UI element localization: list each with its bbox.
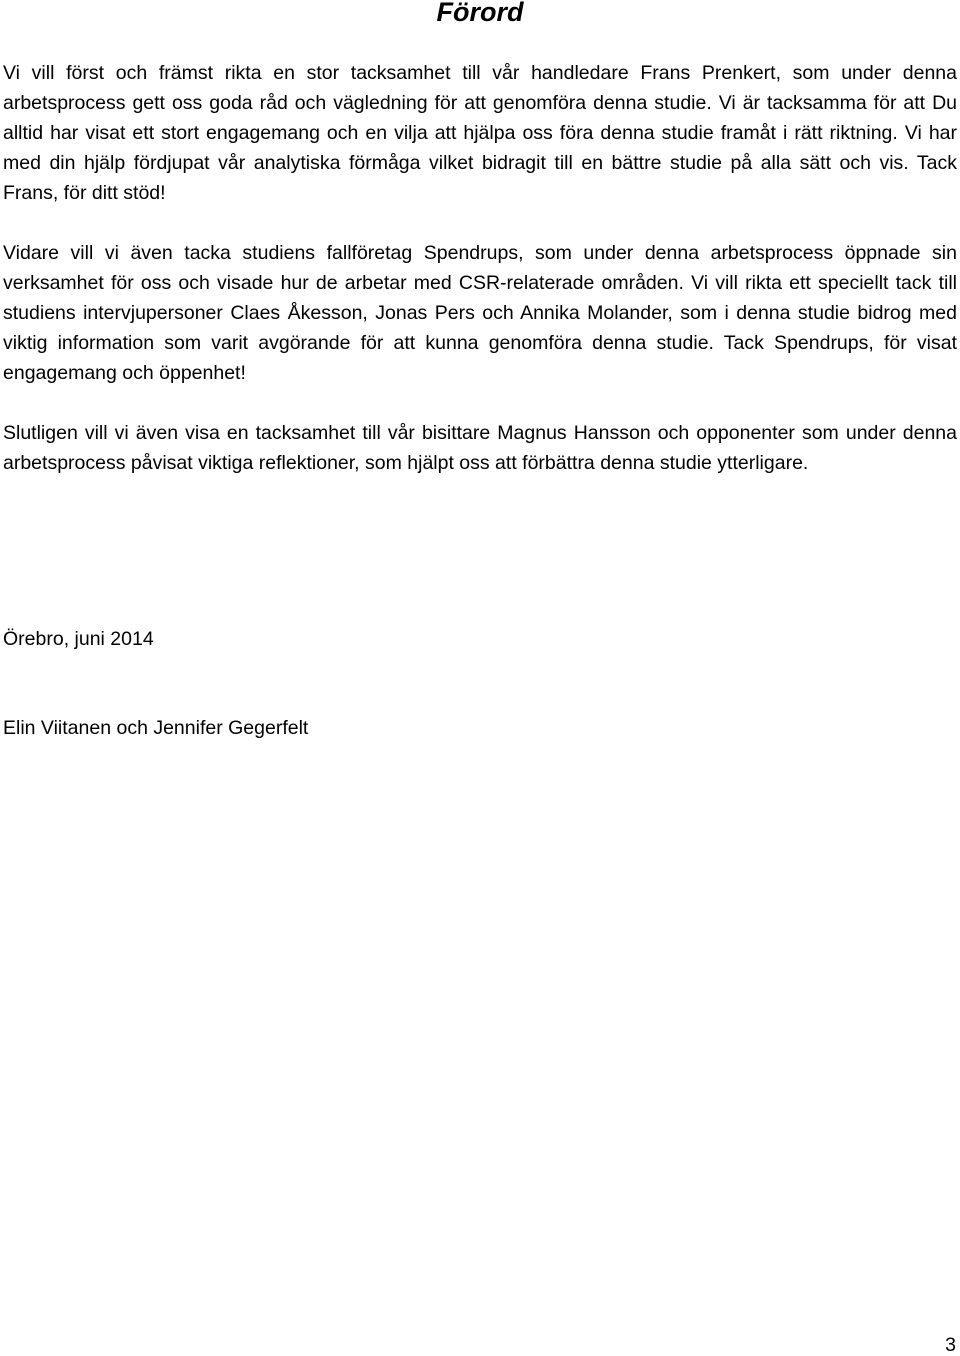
paragraph-supervisor-thanks: Vi vill först och främst rikta en stor tacksamhet till vår handledare Frans Prenkert, som under denna arbetsprocess gett oss goda råd och vägledning för att genomföra denna studie. Vi är tacksamma för att Du alltid har visat ett stort engagemang och en vilja att hjälpa oss föra denna studie framåt i rätt riktning. Vi har med din hjälp fördjupat vår analytiska förmåga vilket bidragit till en bättre studie på alla sätt och vis. Tack Frans, för ditt stöd! (3, 62, 957, 204)
foreword-body (3, 58, 957, 508)
paragraph-final-thanks: Slutligen vill vi även visa en tacksamhet till vår bisittare Magnus Hansson och opponenter som under denna arbetsprocess påvisat viktiga reflektioner, som hjälpt oss att förbättra denna studie ytterligare. (3, 422, 957, 474)
place-and-date: Örebro, juni 2014 (3, 628, 154, 650)
author-names: Elin Viitanen och Jennifer Gegerfelt (3, 717, 309, 739)
page-title: Förord (436, 0, 524, 27)
page-number: 3 (945, 1334, 956, 1356)
paragraph-company-thanks: Vidare vill vi även tacka studiens fallföretag Spendrups, som under denna arbetsprocess öppnade sin verksamhet för oss och visade hur de arbetar med CSR-relaterade områden. Vi vill rikta ett speciellt tack till studiens intervjupersoner Claes Åkesson, Jonas Pers och Annika Molander, som i denna studie bidrog med viktig information som varit avgörande för att kunna genomföra denna studie. Tack Spendrups, för visat engagemang och öppenhet! (3, 242, 957, 384)
